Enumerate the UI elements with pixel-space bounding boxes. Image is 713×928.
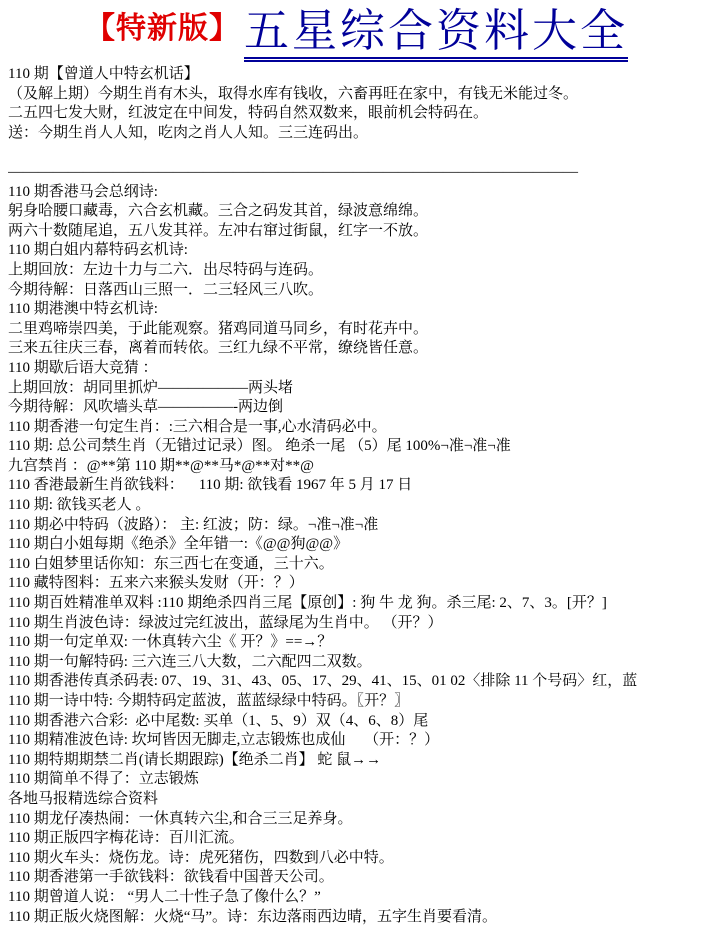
text-line: 110 白姐梦里话你知：东三西七在变通，三十六。: [8, 555, 334, 572]
text-line: 110 期龙仔凑热闹：一休真转六尘,和合三三足养身。: [8, 810, 353, 827]
text-line: 110 期曾道人说： “男人二十性子急了像什么？”: [8, 888, 321, 905]
document-body: [0, 63, 713, 927]
text-line: 110 期港澳中特玄机诗:: [8, 301, 158, 318]
text-line: 110 期正版火烧图解：火烧“马”。诗：东边落雨西边晴，五字生肖要看清。: [8, 908, 498, 925]
page-header: [0, 0, 713, 63]
text-line: 今期待解：日落西山三照一．二三轻风三八吹。: [8, 281, 324, 298]
text-line: 110 期【曾道人中特玄机话】: [8, 66, 199, 82]
text-line: ——————————————————————————————————————: [8, 163, 578, 180]
text-line: 110 期特期期禁二肖(请长期跟踪)【绝杀二肖】 蛇 鼠→→: [8, 751, 382, 768]
edition-badge: 【特新版】: [84, 12, 240, 45]
text-line: （及解上期）今期生肖有木头，取得水库有钱收，六畜再旺在家中，有钱无米能过冬。: [8, 85, 579, 102]
text-line: 110 期香港传真杀码表: 07、19、31、43、05、17、29、41、15、01 02〈排除 11 个号码〉红，蓝: [8, 673, 638, 690]
text-line: 上期回放：胡同里抓炉——————两头堵: [8, 379, 294, 396]
text-line: 110 藏特图料：五来六来猴头发财（开：？）: [8, 575, 304, 592]
text-line: 今期待解：风吹墙头草—————-两边倒: [8, 399, 283, 416]
text-line: 110 期香港六合彩: 必中尾数: 买单（1、5、9）双（4、6、8）尾: [8, 712, 429, 729]
page-title: 五星综合资料大全: [244, 7, 628, 62]
text-line: 各地马报精选综合资料: [8, 790, 159, 807]
text-line: 110 期白小姐每期《绝杀》全年错一:《@@狗@@》: [8, 536, 349, 553]
text-line: 110 期正版四字梅花诗：百川汇流。: [8, 830, 244, 847]
text-line: 送：今期生肖人人知，吃肉之肖人人知。三三连码出。: [8, 124, 369, 141]
text-line: 110 期百姓精准单双料 :110 期绝杀四肖三尾【原创】: 狗 牛 龙 狗。杀三尾: 2、7、3。[开？]: [8, 595, 607, 612]
text-line: 110 期: 欲钱买老人 。: [8, 497, 151, 514]
text-line: 九宫禁肖 ：@**第 110 期**@**马*@**对**@: [8, 457, 314, 474]
text-line: 上期回放：左边十力与二六．出尽特码与连码。: [8, 261, 324, 278]
text-line: 110 期一诗中特: 今期特码定蓝波，蓝蓝绿绿中特码。〖开？〗: [8, 693, 410, 709]
text-line: 110 期火车头：烧伤龙。诗：虎死猪伤，四数到八必中特。: [8, 849, 394, 866]
text-line: 110 期香港马会总纲诗:: [8, 183, 158, 200]
text-line: [8, 143, 713, 163]
text-line: 二里鸡啼崇四美，于此能观察。猪鸡同道马同乡，有时花卉中。: [8, 320, 429, 337]
text-line: 二五四七发大财，红波定在中间发，特码自然双数来，眼前机会特码在。: [8, 105, 489, 122]
text-line: 110 期一句解特码: 三六连三八大数，二六配四二双数。: [8, 653, 372, 670]
text-line: 110 期香港第一手欲钱料：欲钱看中国普天公司。: [8, 869, 334, 886]
text-line: 110 期一句定单双: 一休真转六尘《 开？》==→？: [8, 634, 333, 651]
text-line: 110 期: 总公司禁生肖（无错过记录）图。 绝杀一尾 （5）尾 100%¬准¬准¬准: [8, 438, 511, 455]
text-line: 110 香港最新生肖欲钱料： 110 期: 欲钱看 1967 年 5 月 17 日: [8, 477, 413, 494]
text-line: 110 期精准波色诗: 坎坷皆因无脚走,立志锻炼也成仙 （开：？）: [8, 732, 440, 749]
text-line: 110 期简单不得了：立志锻炼: [8, 771, 199, 788]
text-line: 躬身哈腰口藏毒，六合玄机藏。三合之码发其首，绿波意绵绵。: [8, 203, 429, 220]
text-line: 110 期歇后语大竞猜 ：: [8, 359, 158, 376]
text-line: 110 期香港一句定生肖：:三六相合是一事,心水清码必中。: [8, 418, 387, 435]
text-line: 110 期白姐内幕特码玄机诗:: [8, 242, 188, 259]
text-line: 三来五往庆三春，离着而转依。三红九绿不平常，缭绕皆任意。: [8, 340, 429, 357]
text-line: 两六十数随尾追，五八发其祥。左冲右窜过街鼠，红字一不放。: [8, 222, 429, 239]
text-line: 110 期必中特码（波路）： 主: 红波；防：绿。¬准¬准¬准: [8, 516, 379, 533]
text-line: 110 期生肖波色诗：绿波过完红波出，蓝绿尾为生肖中。 （开？）: [8, 614, 443, 631]
